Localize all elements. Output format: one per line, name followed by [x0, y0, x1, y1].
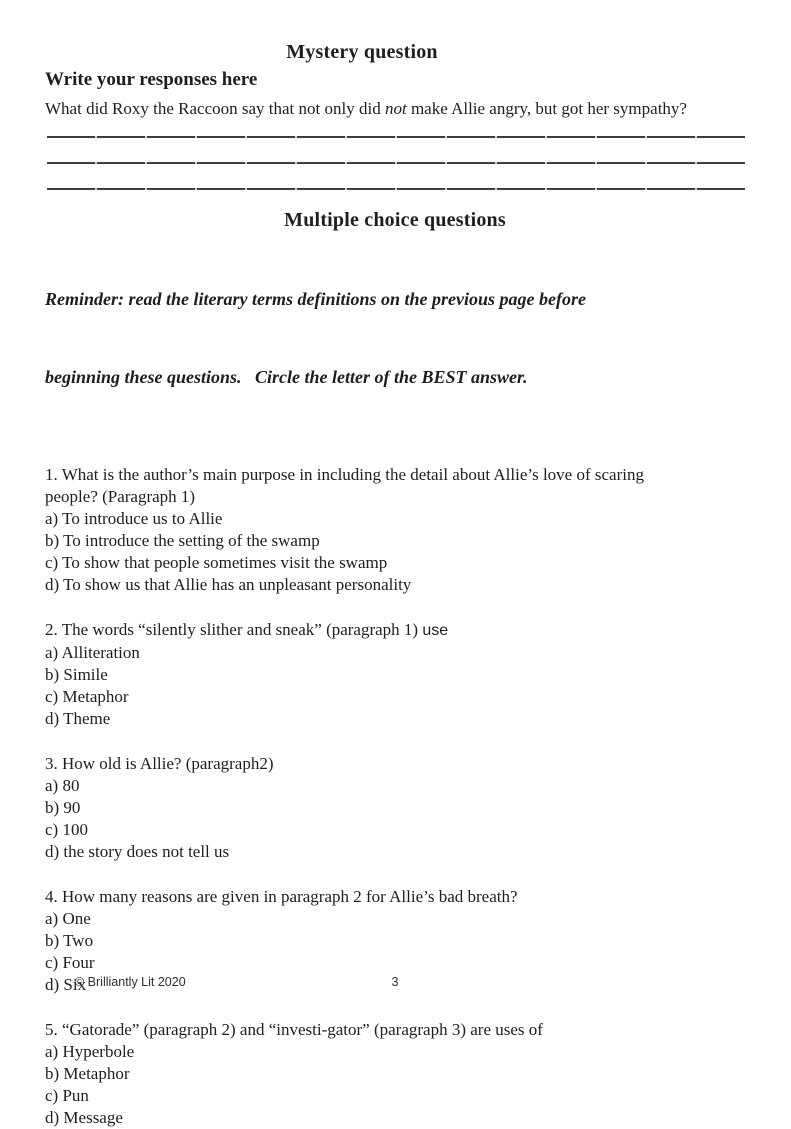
- question-1: [45, 464, 745, 596]
- question-5-text: 5. “Gatorade” (paragraph 2) and “investi-gator” (paragraph 3) are uses of: [45, 1020, 543, 1039]
- page-content: [45, 40, 745, 1129]
- question-1-option-b: b) To introduce the setting of the swamp: [45, 531, 320, 550]
- question-1-text-line-1: 1. What is the author’s main purpose in including the detail about Allie’s love of scaring: [45, 465, 644, 484]
- question-1-option-c: c) To show that people sometimes visit the swamp: [45, 553, 388, 572]
- question-4-option-a: a) One: [45, 909, 91, 928]
- mystery-question-italic-word: not: [384, 99, 407, 118]
- question-5-option-a: a) Hyperbole: [45, 1042, 135, 1061]
- question-2-option-a: a) Alliteration: [45, 643, 140, 662]
- question-3-option-a: a) 80: [45, 776, 80, 795]
- question-4-text: 4. How many reasons are given in paragraph 2 for Allie’s bad breath?: [45, 887, 518, 906]
- question-3-text: 3. How old is Allie? (paragraph2): [45, 754, 274, 773]
- answer-lines: [45, 120, 745, 190]
- page-footer: [45, 972, 745, 992]
- question-4-option-d: d) Six: [45, 975, 87, 994]
- copyright-notice: © Brilliantly Lit 2020: [75, 975, 186, 989]
- answer-blank-line: [45, 120, 745, 138]
- question-2: [45, 619, 745, 730]
- multiple-choice-section-title: Multiple choice questions: [284, 209, 506, 231]
- page-number: 3: [391, 975, 399, 989]
- question-1-text-line-2: people? (Paragraph 1): [45, 487, 196, 506]
- question-5: [45, 1019, 745, 1129]
- question-5-option-d: d) Message: [45, 1108, 123, 1127]
- question-5-option-b: b) Metaphor: [45, 1064, 130, 1083]
- mystery-question-part1: What did Roxy the Raccoon say that not only did: [45, 99, 385, 118]
- question-3-option-c: c) 100: [45, 820, 88, 839]
- question-2-text-serif: 2. The words “silently slither and sneak” (paragraph 1): [45, 620, 423, 639]
- mystery-question-text: [45, 98, 745, 120]
- question-2-text-sans-word: use: [422, 622, 449, 639]
- mystery-section-title: Mystery question: [286, 41, 438, 63]
- question-5-option-c: c) Pun: [45, 1086, 89, 1105]
- question-2-option-d: d) Theme: [45, 709, 111, 728]
- question-3-option-b: b) 90: [45, 798, 81, 817]
- question-1-option-a: a) To introduce us to Allie: [45, 509, 223, 528]
- question-2-option-b: b) Simile: [45, 665, 108, 684]
- question-4-option-c: c) Four: [45, 953, 95, 972]
- question-1-option-d: d) To show us that Allie has an unpleasant personality: [45, 575, 412, 594]
- answer-blank-line: [45, 138, 745, 164]
- question-list: [45, 464, 745, 1129]
- question-3-option-d: d) the story does not tell us: [45, 842, 230, 861]
- reminder-line-1: Reminder: read the literary terms definitions on the previous page before: [45, 289, 586, 309]
- reminder-note: [45, 234, 745, 442]
- reminder-line-2: beginning these questions. Circle the letter of the BEST answer.: [45, 367, 528, 387]
- question-2-option-c: c) Metaphor: [45, 687, 129, 706]
- write-responses-heading: Write your responses here: [45, 69, 258, 90]
- answer-blank-line: [45, 164, 745, 190]
- question-4-option-b: b) Two: [45, 931, 94, 950]
- mystery-question-part2: make Allie angry, but got her sympathy?: [406, 99, 687, 118]
- question-3: [45, 753, 745, 863]
- question-2-text: [45, 619, 745, 642]
